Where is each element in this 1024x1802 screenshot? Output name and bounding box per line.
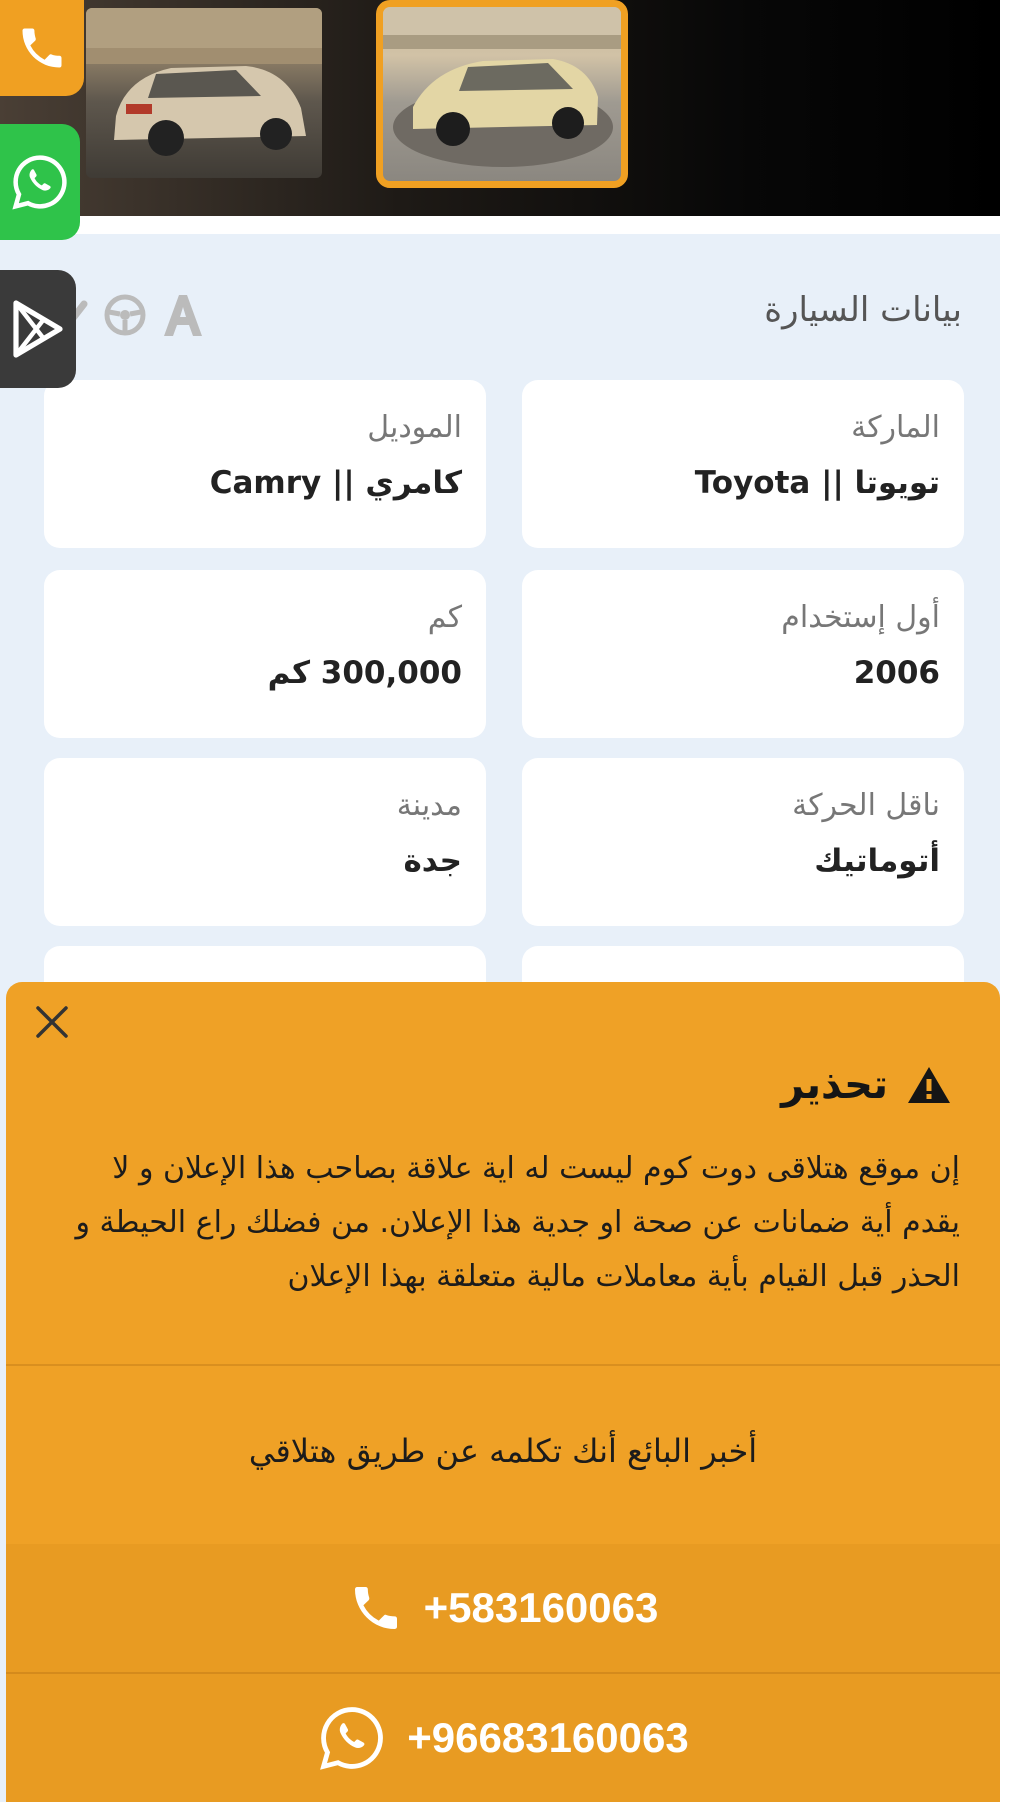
detail-value: تويوتا || Toyota bbox=[694, 465, 940, 501]
play-store-icon bbox=[10, 299, 66, 359]
detail-label: ناقل الحركة bbox=[792, 788, 940, 823]
detail-label: كم bbox=[427, 600, 462, 635]
play-store-floating-button[interactable] bbox=[0, 270, 76, 388]
section-title: بيانات السيارة bbox=[764, 290, 962, 330]
warning-title bbox=[781, 1062, 952, 1108]
detail-card-brand bbox=[522, 380, 964, 548]
image-gallery bbox=[0, 0, 1000, 216]
detail-value: 2006 bbox=[853, 655, 940, 691]
call-floating-button[interactable] bbox=[0, 0, 84, 96]
detail-card-city bbox=[44, 758, 486, 926]
warning-triangle-icon bbox=[906, 1065, 952, 1105]
warning-message: إن موقع هتلاقى دوت كوم ليست له اية علاقة بصاحب هذا الإعلان و لا يقدم أية ضمانات عن صحة او جدية هذا الإعلان. من فضلك راع الحيطة و الحذر قبل القيام بأية معاملات مالية متعلقة بهذا الإعلان bbox=[75, 1151, 960, 1294]
phone-icon bbox=[16, 22, 68, 74]
detail-value: 300,000 كم bbox=[267, 655, 462, 691]
detail-card-transmission bbox=[522, 758, 964, 926]
close-icon[interactable] bbox=[30, 1000, 74, 1044]
detail-card-model bbox=[44, 380, 486, 548]
detail-value: أتوماتيك bbox=[814, 843, 940, 879]
phone-number: +583160063 bbox=[423, 1584, 659, 1631]
call-seller-button[interactable] bbox=[6, 1544, 1000, 1672]
transmission-auto-icon bbox=[160, 292, 206, 338]
detail-label: الماركة bbox=[851, 410, 940, 445]
gallery-thumbnail[interactable] bbox=[86, 8, 322, 178]
detail-card-first-use bbox=[522, 570, 964, 738]
car-photo-icon bbox=[383, 7, 621, 181]
whatsapp-icon bbox=[10, 152, 70, 212]
divider bbox=[6, 1364, 1000, 1366]
car-photo-icon bbox=[86, 8, 322, 178]
detail-label: أول إستخدام bbox=[781, 600, 940, 635]
detail-label: الموديل bbox=[367, 410, 462, 445]
phone-icon bbox=[348, 1580, 404, 1636]
detail-label: مدينة bbox=[396, 788, 462, 823]
gallery-thumbnail-selected[interactable] bbox=[376, 0, 628, 188]
whatsapp-floating-button[interactable] bbox=[0, 124, 80, 240]
detail-value: جدة bbox=[403, 843, 462, 879]
warning-bottom-sheet bbox=[6, 982, 1000, 1802]
whatsapp-seller-button[interactable] bbox=[6, 1674, 1000, 1802]
tell-seller-note: أخبر البائع أنك تكلمه عن طريق هتلاقي bbox=[248, 1432, 758, 1470]
whatsapp-icon bbox=[317, 1703, 387, 1773]
detail-value: كامري || Camry bbox=[209, 465, 462, 501]
steering-wheel-icon bbox=[102, 292, 148, 338]
detail-card-mileage bbox=[44, 570, 486, 738]
warning-title-text: تحذير bbox=[781, 1062, 888, 1108]
whatsapp-number: +96683160063 bbox=[407, 1714, 689, 1761]
quick-icons bbox=[60, 290, 206, 340]
